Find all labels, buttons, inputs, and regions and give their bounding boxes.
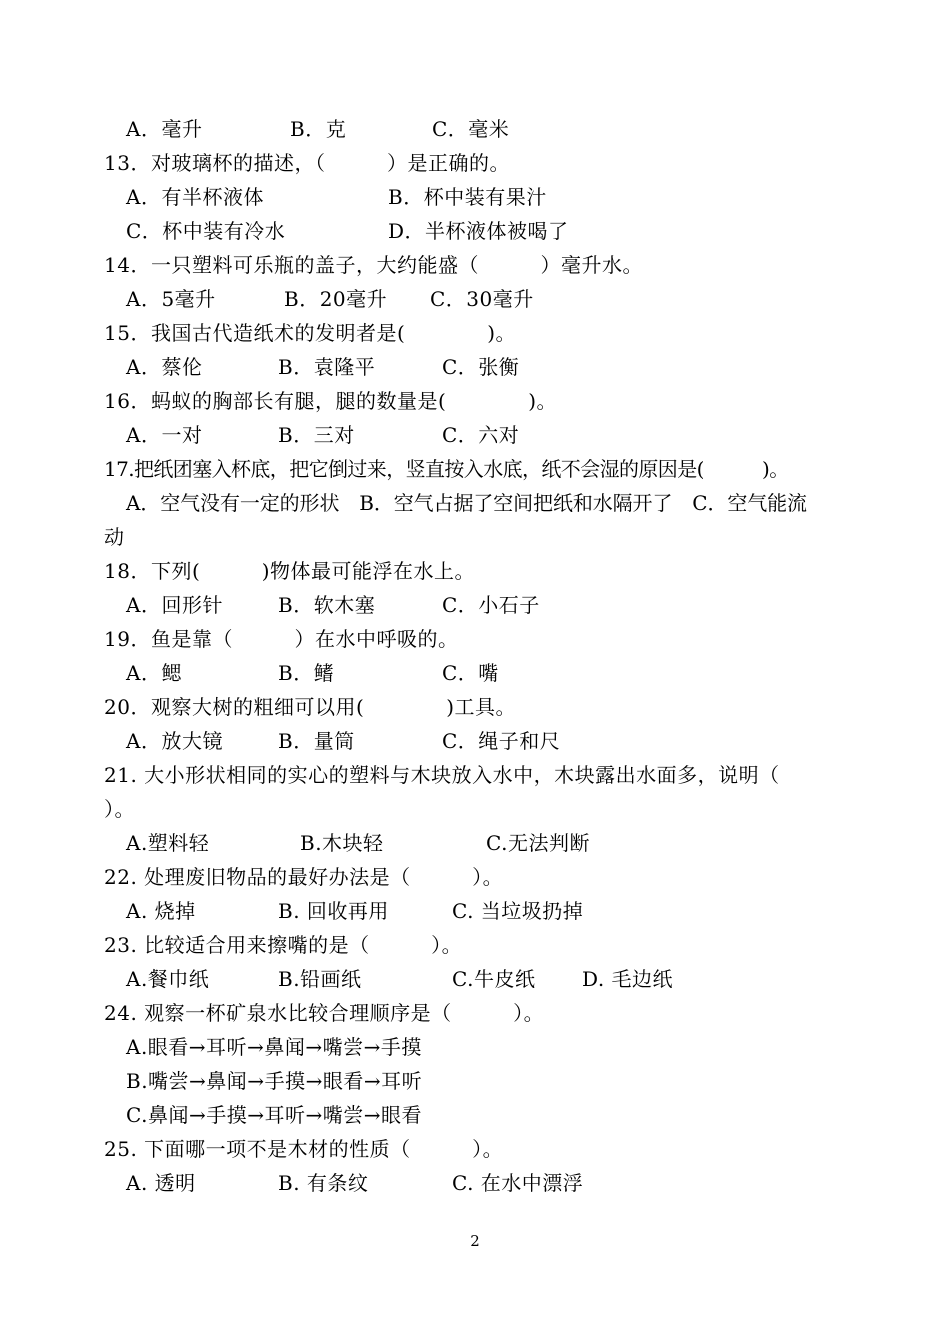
q15-options xyxy=(0,354,950,380)
q16-option-a: A．一对 xyxy=(126,423,203,447)
q13-option-c: C．杯中装有冷水 xyxy=(126,219,286,243)
q23-option-a: A.餐巾纸 xyxy=(126,967,210,991)
q20-options xyxy=(0,728,950,754)
q22-option-a: A. 烧掉 xyxy=(126,899,196,923)
q18-option-a: A．回形针 xyxy=(126,593,223,617)
q12-option-b: B．克 xyxy=(290,117,347,141)
q21-option-b: B.木块轻 xyxy=(300,831,384,855)
q13-option-b: B．杯中装有果汁 xyxy=(388,185,547,209)
q25-options xyxy=(0,1170,950,1196)
q24-option-b: B.嘴尝→鼻闻→手摸→眼看→耳听 xyxy=(126,1069,423,1093)
q19-option-a: A．鳃 xyxy=(126,661,182,685)
q18-options xyxy=(0,592,950,618)
q22-options xyxy=(0,898,950,924)
q23-text: 23. 比较适合用来擦嘴的是（ ）。 xyxy=(104,933,463,957)
q20-option-b: B．量筒 xyxy=(278,729,355,753)
q21-option-c: C.无法判断 xyxy=(486,831,590,855)
q16-option-b: B．三对 xyxy=(278,423,355,447)
q15-option-a: A．蔡伦 xyxy=(126,355,203,379)
q14-text: 14．一只塑料可乐瓶的盖子，大约能盛（ ）毫升水。 xyxy=(104,253,643,277)
q17-text: 17.把纸团塞入杯底，把它倒过来，竖直按入水底，纸不会湿的原因是( )。 xyxy=(104,457,789,481)
q24-option-c: C.鼻闻→手摸→耳听→嘴尝→眼看 xyxy=(126,1103,422,1127)
q25-option-a: A. 透明 xyxy=(126,1171,196,1195)
q21-text: 21. 大小形状相同的实心的塑料与木块放入水中，木块露出水面多，说明（ xyxy=(104,763,780,787)
q23-option-c: C.牛皮纸 xyxy=(452,967,536,991)
q25-text: 25. 下面哪一项不是木材的性质（ ）。 xyxy=(104,1137,504,1161)
q18-option-c: C．小石子 xyxy=(442,593,540,617)
q23-option-d: D. 毛边纸 xyxy=(582,967,674,991)
page-number: 2 xyxy=(470,1232,480,1250)
q18-option-b: B．软木塞 xyxy=(278,593,376,617)
q20-option-a: A．放大镜 xyxy=(126,729,223,753)
q13-options-row2 xyxy=(0,218,950,244)
q15-option-b: B．袁隆平 xyxy=(278,355,376,379)
q19-option-c: C．嘴 xyxy=(442,661,499,685)
q12-option-c: C．毫米 xyxy=(432,117,510,141)
q13-option-d: D．半杯液体被喝了 xyxy=(388,219,569,243)
q25-option-c: C. 在水中漂浮 xyxy=(452,1171,584,1195)
q18-text: 18．下列( )物体最可能浮在水上。 xyxy=(104,559,476,583)
q21-continuation: ）。 xyxy=(104,797,135,821)
q13-options-row1 xyxy=(0,184,950,210)
q20-text: 20．观察大树的粗细可以用( )工具。 xyxy=(104,695,517,719)
q25-option-b: B. 有条纹 xyxy=(278,1171,369,1195)
q22-option-b: B. 回收再用 xyxy=(278,899,389,923)
q13-option-a: A．有半杯液体 xyxy=(126,185,264,209)
q19-text: 19．鱼是靠（ ）在水中呼吸的。 xyxy=(104,627,459,651)
q23-option-b: B.铅画纸 xyxy=(278,967,362,991)
q23-options xyxy=(0,966,950,992)
q15-text: 15．我国古代造纸术的发明者是( )。 xyxy=(104,321,517,345)
q15-option-c: C．张衡 xyxy=(442,355,520,379)
q12-option-a: A．毫升 xyxy=(126,117,203,141)
q19-options xyxy=(0,660,950,686)
q13-text: 13．对玻璃杯的描述，（ ）是正确的。 xyxy=(104,151,510,175)
q24-text: 24. 观察一杯矿泉水比较合理顺序是（ ）。 xyxy=(104,1001,545,1025)
q17-options: A．空气没有一定的形状 B．空气占据了空间把纸和水隔开了 C．空气能流 xyxy=(126,491,807,515)
q14-options xyxy=(0,286,950,312)
q21-option-a: A.塑料轻 xyxy=(126,831,210,855)
q24-option-a: A.眼看→耳听→鼻闻→嘴尝→手摸 xyxy=(126,1035,422,1059)
q16-option-c: C．六对 xyxy=(442,423,520,447)
q20-option-c: C．绳子和尺 xyxy=(442,729,561,753)
q14-option-c: C．30毫升 xyxy=(430,287,534,311)
q22-text: 22. 处理废旧物品的最好办法是（ ）。 xyxy=(104,865,504,889)
q16-options xyxy=(0,422,950,448)
q12-options xyxy=(0,116,950,142)
q19-option-b: B．鳍 xyxy=(278,661,335,685)
q14-option-a: A．5毫升 xyxy=(126,287,216,311)
q22-option-c: C. 当垃圾扔掉 xyxy=(452,899,584,923)
q16-text: 16．蚂蚁的胸部长有腿，腿的数量是( )。 xyxy=(104,389,558,413)
q17-continuation: 动 xyxy=(104,525,125,549)
q21-options xyxy=(0,830,950,856)
q14-option-b: B．20毫升 xyxy=(284,287,388,311)
